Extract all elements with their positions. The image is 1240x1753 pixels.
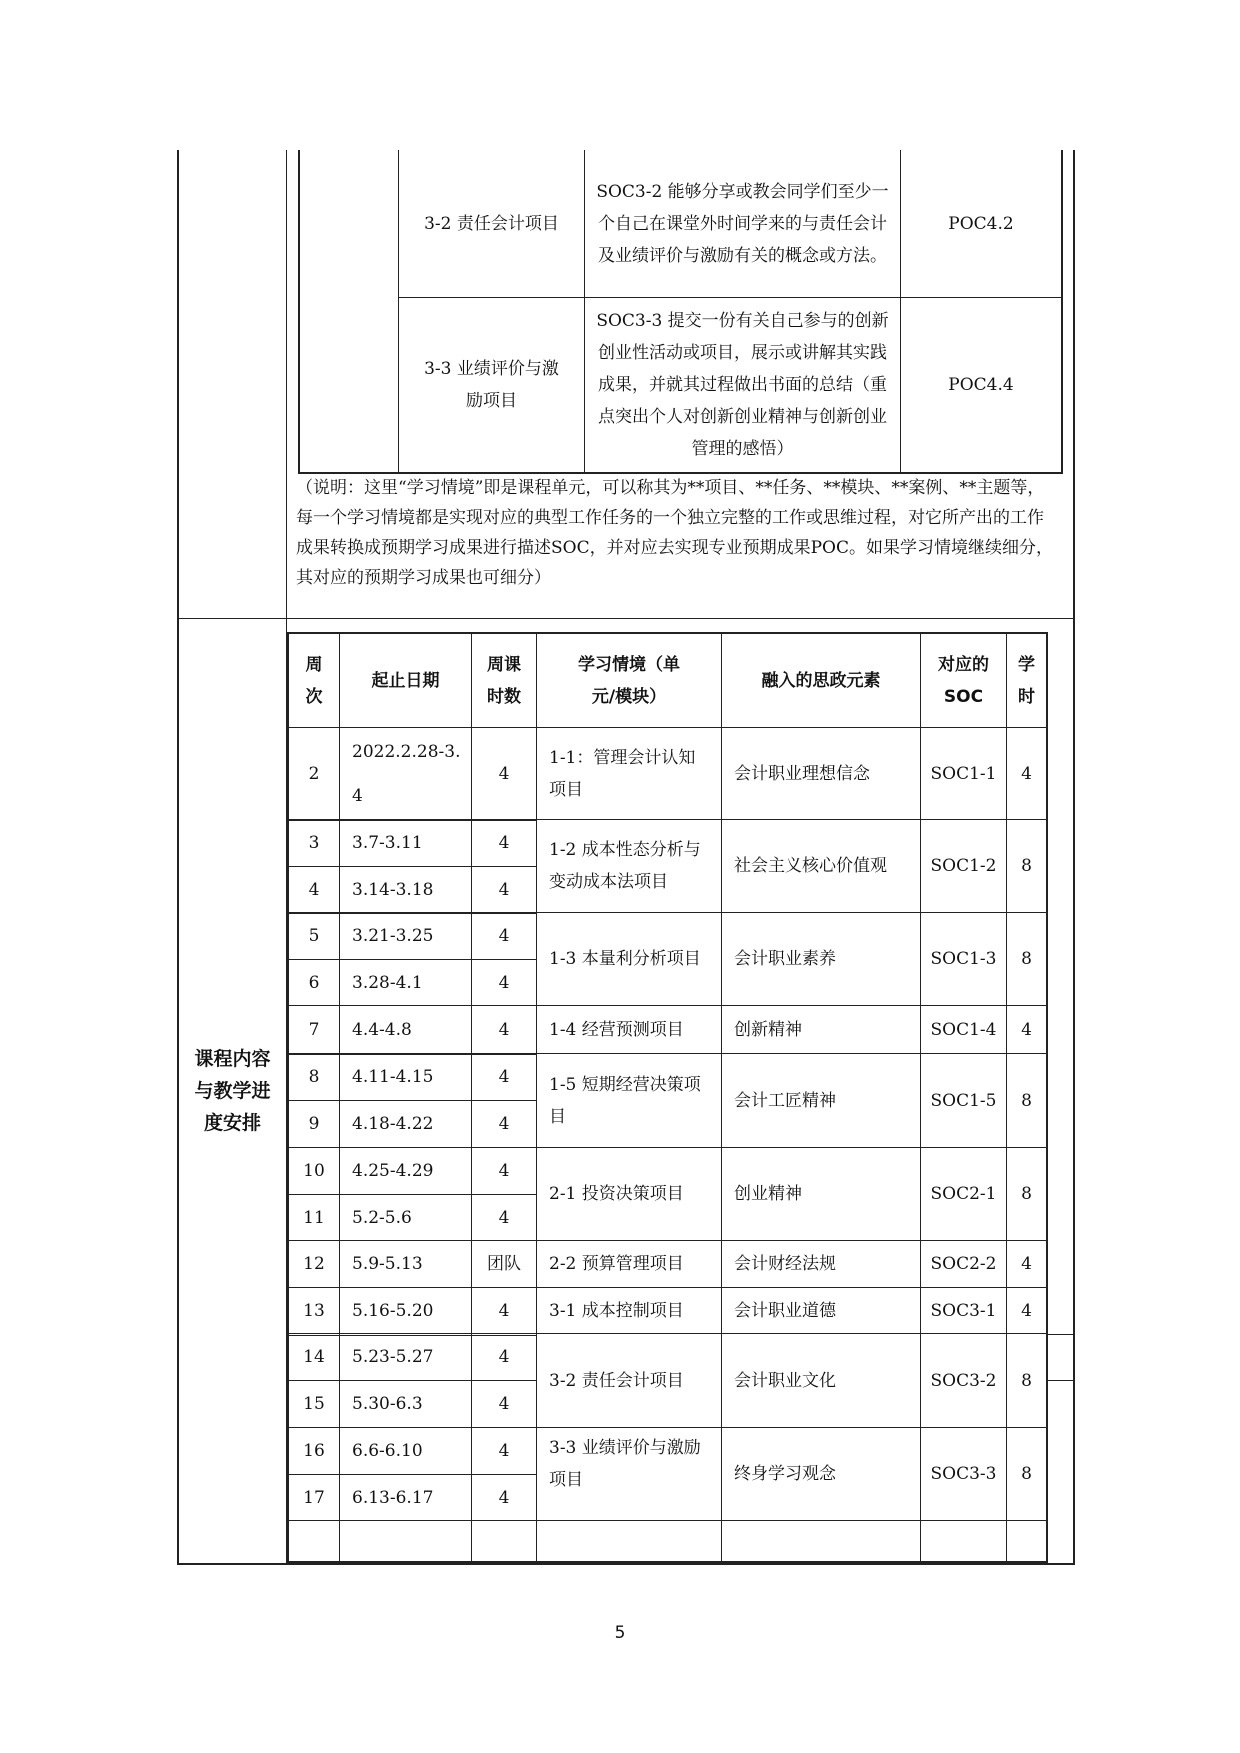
week-dates: 4.25-4.29: [352, 1161, 434, 1181]
upper-row-1-soc: SOC3-2 能够分享或教会同学们至少一个自己在课堂外时间学来的与责任会计及业绩评价与激励有关的概念或方法。: [596, 181, 889, 266]
unit-title: 1-2 成本性态分析与变动成本法项目: [549, 840, 701, 892]
week-number: 8: [308, 1067, 320, 1087]
unit-soc: SOC3-2: [930, 1370, 997, 1391]
outer-right-border: [1073, 150, 1075, 1564]
week-hours: 4: [498, 1161, 510, 1181]
unit-ideology: 会计职业素养: [734, 949, 836, 969]
week-number: 10: [303, 1161, 325, 1181]
outer-bottom-border: [177, 1563, 1075, 1565]
week-number: 9: [308, 1114, 320, 1134]
unit-ideology: 创业精神: [734, 1184, 802, 1204]
header-hours: 周课时数: [487, 654, 521, 707]
unit-soc: SOC1-5: [930, 1090, 997, 1111]
week-hours: 4: [498, 1207, 510, 1228]
unit-soc: SOC3-1: [930, 1300, 997, 1321]
week-hours: 4: [498, 926, 510, 946]
week-hours: 4: [498, 833, 510, 853]
unit-title: 1-5 短期经营决策项目: [549, 1074, 701, 1127]
week-dates: 4.11-4.15: [352, 1067, 434, 1087]
unit-soc: SOC1-4: [930, 1019, 997, 1040]
section-label: 课程内容与教学进度安排: [194, 1048, 271, 1134]
week-hours: 4: [498, 763, 510, 784]
unit-soc: SOC1-2: [930, 856, 997, 876]
week-number: 11: [303, 1207, 325, 1228]
unit-hours: 4: [1021, 1254, 1032, 1274]
header-unit: 学习情境（单元/模块）: [578, 654, 680, 707]
unit-title: 3-3 业绩评价与激励项目: [549, 1438, 701, 1490]
unit-hours: 4: [1021, 1300, 1032, 1321]
header-dates: 起止日期: [371, 670, 440, 691]
week-dates: 6.6-6.10: [352, 1441, 423, 1461]
week-number: 15: [303, 1394, 325, 1414]
week-dates: 5.9-5.13: [352, 1254, 423, 1274]
week-dates: 5.30-6.3: [352, 1394, 423, 1414]
unit-hours: 8: [1021, 1090, 1032, 1111]
week-number: 4: [308, 879, 320, 900]
header-total-hours: 学时: [1018, 654, 1035, 707]
explanation-note: （说明：这里“学习情境”即是课程单元，可以称其为**项目、**任务、**模块、**案例、**主题等，每一个学习情境都是实现对应的典型工作任务的一个独立完整的工作或思维过程，对它所产出的工作成果转换成预期学习成果进行描述SOC，并对应去实现专业预期成果POC。如果学习情境继续细分，其对应的预期学习成果也可细分）: [296, 478, 1053, 588]
unit-ideology: 社会主义核心价值观: [734, 856, 887, 876]
unit-soc: SOC2-2: [930, 1254, 997, 1274]
unit-title: 1-3 本量利分析项目: [549, 949, 701, 969]
upper-row-2-poc: POC4.4: [948, 375, 1014, 395]
unit-title: 1-1：管理会计认知项目: [549, 747, 696, 800]
week-dates: 6.13-6.17: [352, 1487, 434, 1508]
upper-row-2-unit: 3-3 业绩评价与激励项目: [424, 359, 559, 411]
upper-row-1-unit: 3-2 责任会计项目: [424, 213, 559, 234]
unit-ideology: 创新精神: [734, 1019, 802, 1040]
week-hours: 4: [498, 1487, 510, 1508]
week-hours: 4: [498, 1067, 510, 1087]
unit-hours: 8: [1021, 856, 1032, 876]
week-number: 13: [303, 1300, 325, 1321]
unit-soc: SOC1-1: [930, 763, 997, 784]
unit-hours: 8: [1021, 1184, 1032, 1204]
unit-hours: 4: [1021, 1019, 1032, 1040]
unit-soc: SOC3-3: [930, 1464, 997, 1484]
week-hours: 4: [498, 1441, 510, 1461]
week-number: 6: [308, 972, 320, 993]
week-dates: 5.16-5.20: [352, 1300, 434, 1321]
upper-row-1-poc: POC4.2: [948, 213, 1014, 234]
unit-hours: 8: [1021, 949, 1032, 969]
week-dates: 3.14-3.18: [352, 879, 434, 900]
week-hours: 4: [498, 972, 510, 993]
header-week: 周次: [305, 654, 323, 707]
header-ideology: 融入的思政元素: [761, 670, 881, 691]
week-dates: 2022.2.28-3.4: [352, 741, 461, 806]
unit-ideology: 会计职业道德: [734, 1300, 836, 1321]
week-dates: 5.2-5.6: [352, 1207, 412, 1228]
week-hours: 4: [498, 1394, 510, 1414]
unit-ideology: 会计职业理想信念: [734, 763, 870, 784]
unit-title: 2-2 预算管理项目: [549, 1254, 684, 1274]
unit-hours: 4: [1021, 763, 1032, 784]
unit-ideology: 会计财经法规: [734, 1254, 836, 1274]
week-dates: 3.7-3.11: [352, 833, 423, 853]
week-hours: 4: [498, 1019, 510, 1040]
page-number: 5: [614, 1623, 626, 1643]
week-hours: 4: [498, 1114, 510, 1134]
week-number: 12: [303, 1254, 325, 1274]
week-dates: 3.21-3.25: [352, 926, 434, 946]
unit-ideology: 会计工匠精神: [734, 1090, 836, 1111]
week-hours: 4: [498, 1347, 510, 1367]
unit-title: 3-2 责任会计项目: [549, 1370, 684, 1391]
week-number: 16: [303, 1441, 325, 1461]
week-dates: 3.28-4.1: [352, 972, 423, 993]
week-number: 3: [308, 833, 320, 853]
week-hours: 团队: [487, 1254, 521, 1274]
section-divider: [177, 618, 1075, 619]
week-number: 5: [308, 926, 320, 946]
unit-title: 3-1 成本控制项目: [549, 1300, 684, 1321]
week-number: 2: [308, 763, 320, 784]
week-number: 7: [308, 1019, 320, 1040]
unit-title: 2-1 投资决策项目: [549, 1184, 684, 1204]
unit-hours: 8: [1021, 1464, 1032, 1484]
week-hours: 4: [498, 879, 510, 900]
week-dates: 4.18-4.22: [352, 1114, 434, 1134]
header-soc: 对应的SOC: [938, 654, 989, 707]
week-hours: 4: [498, 1300, 510, 1321]
week-dates: 4.4-4.8: [352, 1019, 412, 1040]
unit-hours: 8: [1021, 1370, 1032, 1391]
unit-soc: SOC2-1: [930, 1184, 997, 1204]
week-number: 17: [303, 1487, 325, 1508]
unit-ideology: 会计职业文化: [734, 1370, 836, 1391]
unit-title: 1-4 经营预测项目: [549, 1019, 684, 1040]
week-dates: 5.23-5.27: [352, 1347, 434, 1367]
unit-ideology: 终身学习观念: [734, 1464, 836, 1484]
upper-row-2-soc: SOC3-3 提交一份有关自己参与的创新创业性活动或项目，展示或讲解其实践成果，并就其过程做出书面的总结（重点突出个人对创新创业精神与创新创业管理的感悟）: [596, 311, 889, 459]
week-number: 14: [303, 1347, 325, 1367]
unit-soc: SOC1-3: [930, 949, 997, 969]
